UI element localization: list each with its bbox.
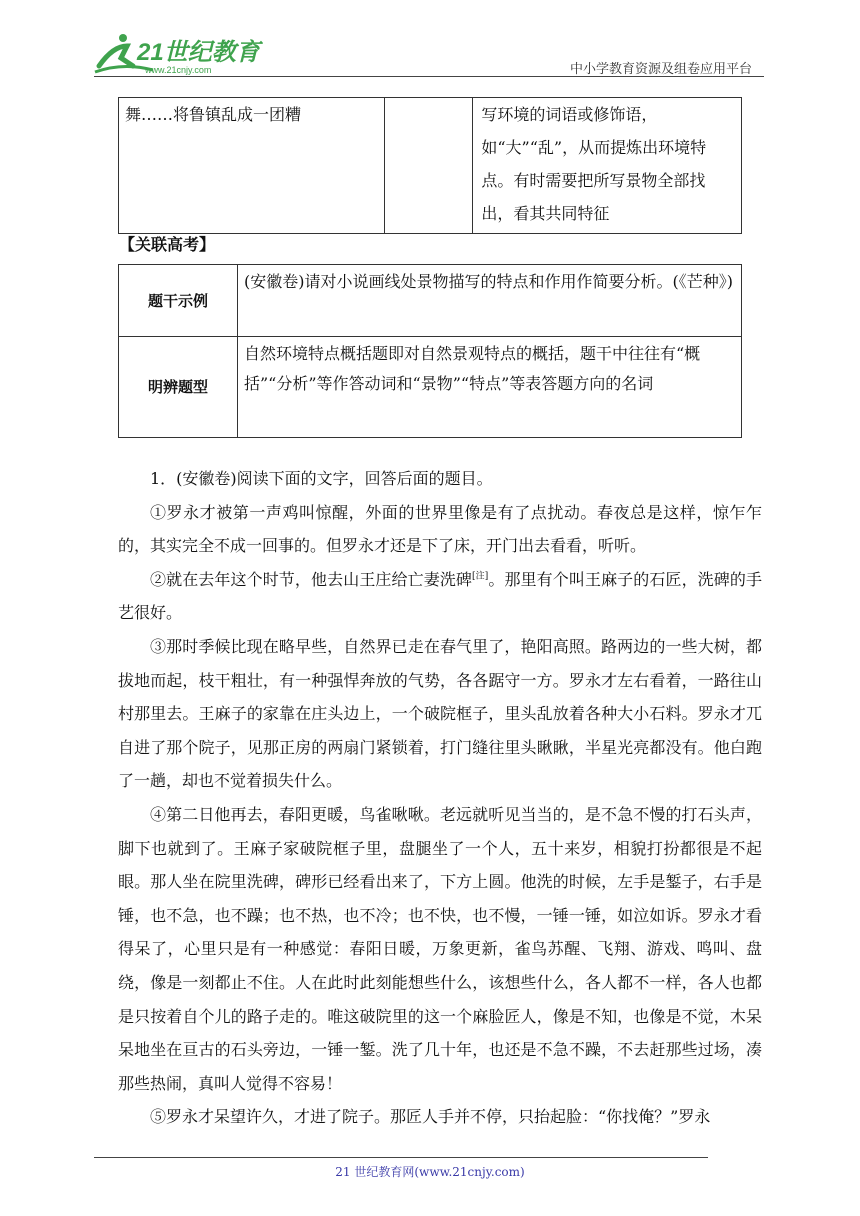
table-cell: 舞……将鲁镇乱成一团糟	[119, 98, 385, 234]
table-cell: 写环境的词语或修饰语，如“大”“乱”，从而提炼出环境特点。有时需要把所写景物全部找出，看其共同特征	[473, 98, 742, 234]
paragraph: ④第二日他再去，春阳更暖，鸟雀啾啾。老远就听见当当的，是不急不慢的打石头声，脚下也就到了。王麻子家破院框子里，盘腿坐了一个人，五十来岁，相貌打扮都很是不起眼。那人坐在院里洗碑，碑形已经看出来了，下方上圆。他洗的时候，左手是錾子，右手是锤，也不急，也不躁；也不热，也不冷；也不快，也不慢，一锤一锤，如泣如诉。罗永才看得呆了，心里只是有一种感觉：春阳日暖，万象更新，雀鸟苏醒、飞翔、游戏、鸣叫、盘绕，像是一刻都止不住。人在此时此刻能想些什么，该想些什么，各人都不一样，各人也都是只按着自个儿的路子走的。唯这破院里的这一个麻脸匠人，像是不知，也像是不觉，木呆呆地坐在亘古的石头旁边，一锤一錾。洗了几十年，也还是不急不躁，不去赶那些过场，凑那些热闹，真叫人觉得不容易！	[118, 804, 762, 1093]
paragraph: ①罗永才被第一声鸡叫惊醒，外面的世界里像是有了点扰动。春夜总是这样，惊乍乍的，其实完全不成一回事的。但罗永才还是下了床，开门出去看看，听听。	[118, 502, 762, 556]
footer-divider	[94, 1157, 708, 1158]
exam-link-table	[118, 264, 742, 438]
logo-url: www.21cnjy.com	[145, 65, 212, 75]
site-tagline: 中小学教育资源及组卷应用平台	[569, 62, 752, 77]
row-content: (安徽卷)请对小说画线处景物描写的特点和作用作简要分析。(《芒种》)	[238, 265, 742, 337]
logo-text: 21世纪教育	[137, 39, 260, 66]
table-row	[119, 337, 742, 438]
section-title: 【关联高考】	[119, 235, 216, 254]
reading-passage	[118, 462, 762, 1134]
paragraph: ⑤罗永才呆望许久，才进了院子。那匠人手并不停，只抬起脸：“你找俺？”罗永	[150, 1107, 711, 1127]
header-divider	[94, 76, 764, 77]
paragraph-text: ②就在去年这个时节，他去山王庄给亡妻洗碑	[150, 569, 473, 589]
row-content: 自然环境特点概括题即对自然景观特点的概括，题干中往往有“概括”“分析”等作答动词和“景物”“特点”等表答题方向的名词	[238, 337, 742, 438]
row-label: 题干示例	[119, 265, 238, 337]
question-heading: 1．(安徽卷)阅读下面的文字，回答后面的题目。	[150, 469, 493, 488]
table-row	[119, 265, 742, 337]
page-footer[interactable]: 21 世纪教育网(www.21cnjy.com)	[335, 1165, 525, 1179]
table-cell	[384, 98, 473, 234]
method-table	[118, 97, 742, 234]
site-logo	[93, 32, 263, 76]
page-header	[0, 0, 860, 80]
paragraph: ③那时季候比现在略早些，自然界已走在春气里了，艳阳高照。路两边的一些大树，都拔地而起，枝干粗壮，有一种强悍奔放的气势，各各踞守一方。罗永才左右看着，一路往山村那里去。王麻子的家靠在庄头边上，一个破院框子，里头乱放着各种大小石料。罗永才兀自进了那个院子，见那正房的两扇门紧锁着，打门缝往里头瞅瞅，半星光亮都没有。他白跑了一趟，却也不觉着损失什么。	[118, 636, 762, 791]
table-row	[119, 98, 742, 234]
footnote-marker[interactable]: [注]	[472, 571, 489, 582]
paragraph-text: 。那里有个叫王麻子的石匠，洗碑的手艺很好。	[118, 569, 762, 623]
row-label: 明辨题型	[119, 337, 238, 438]
paragraph	[118, 563, 762, 630]
